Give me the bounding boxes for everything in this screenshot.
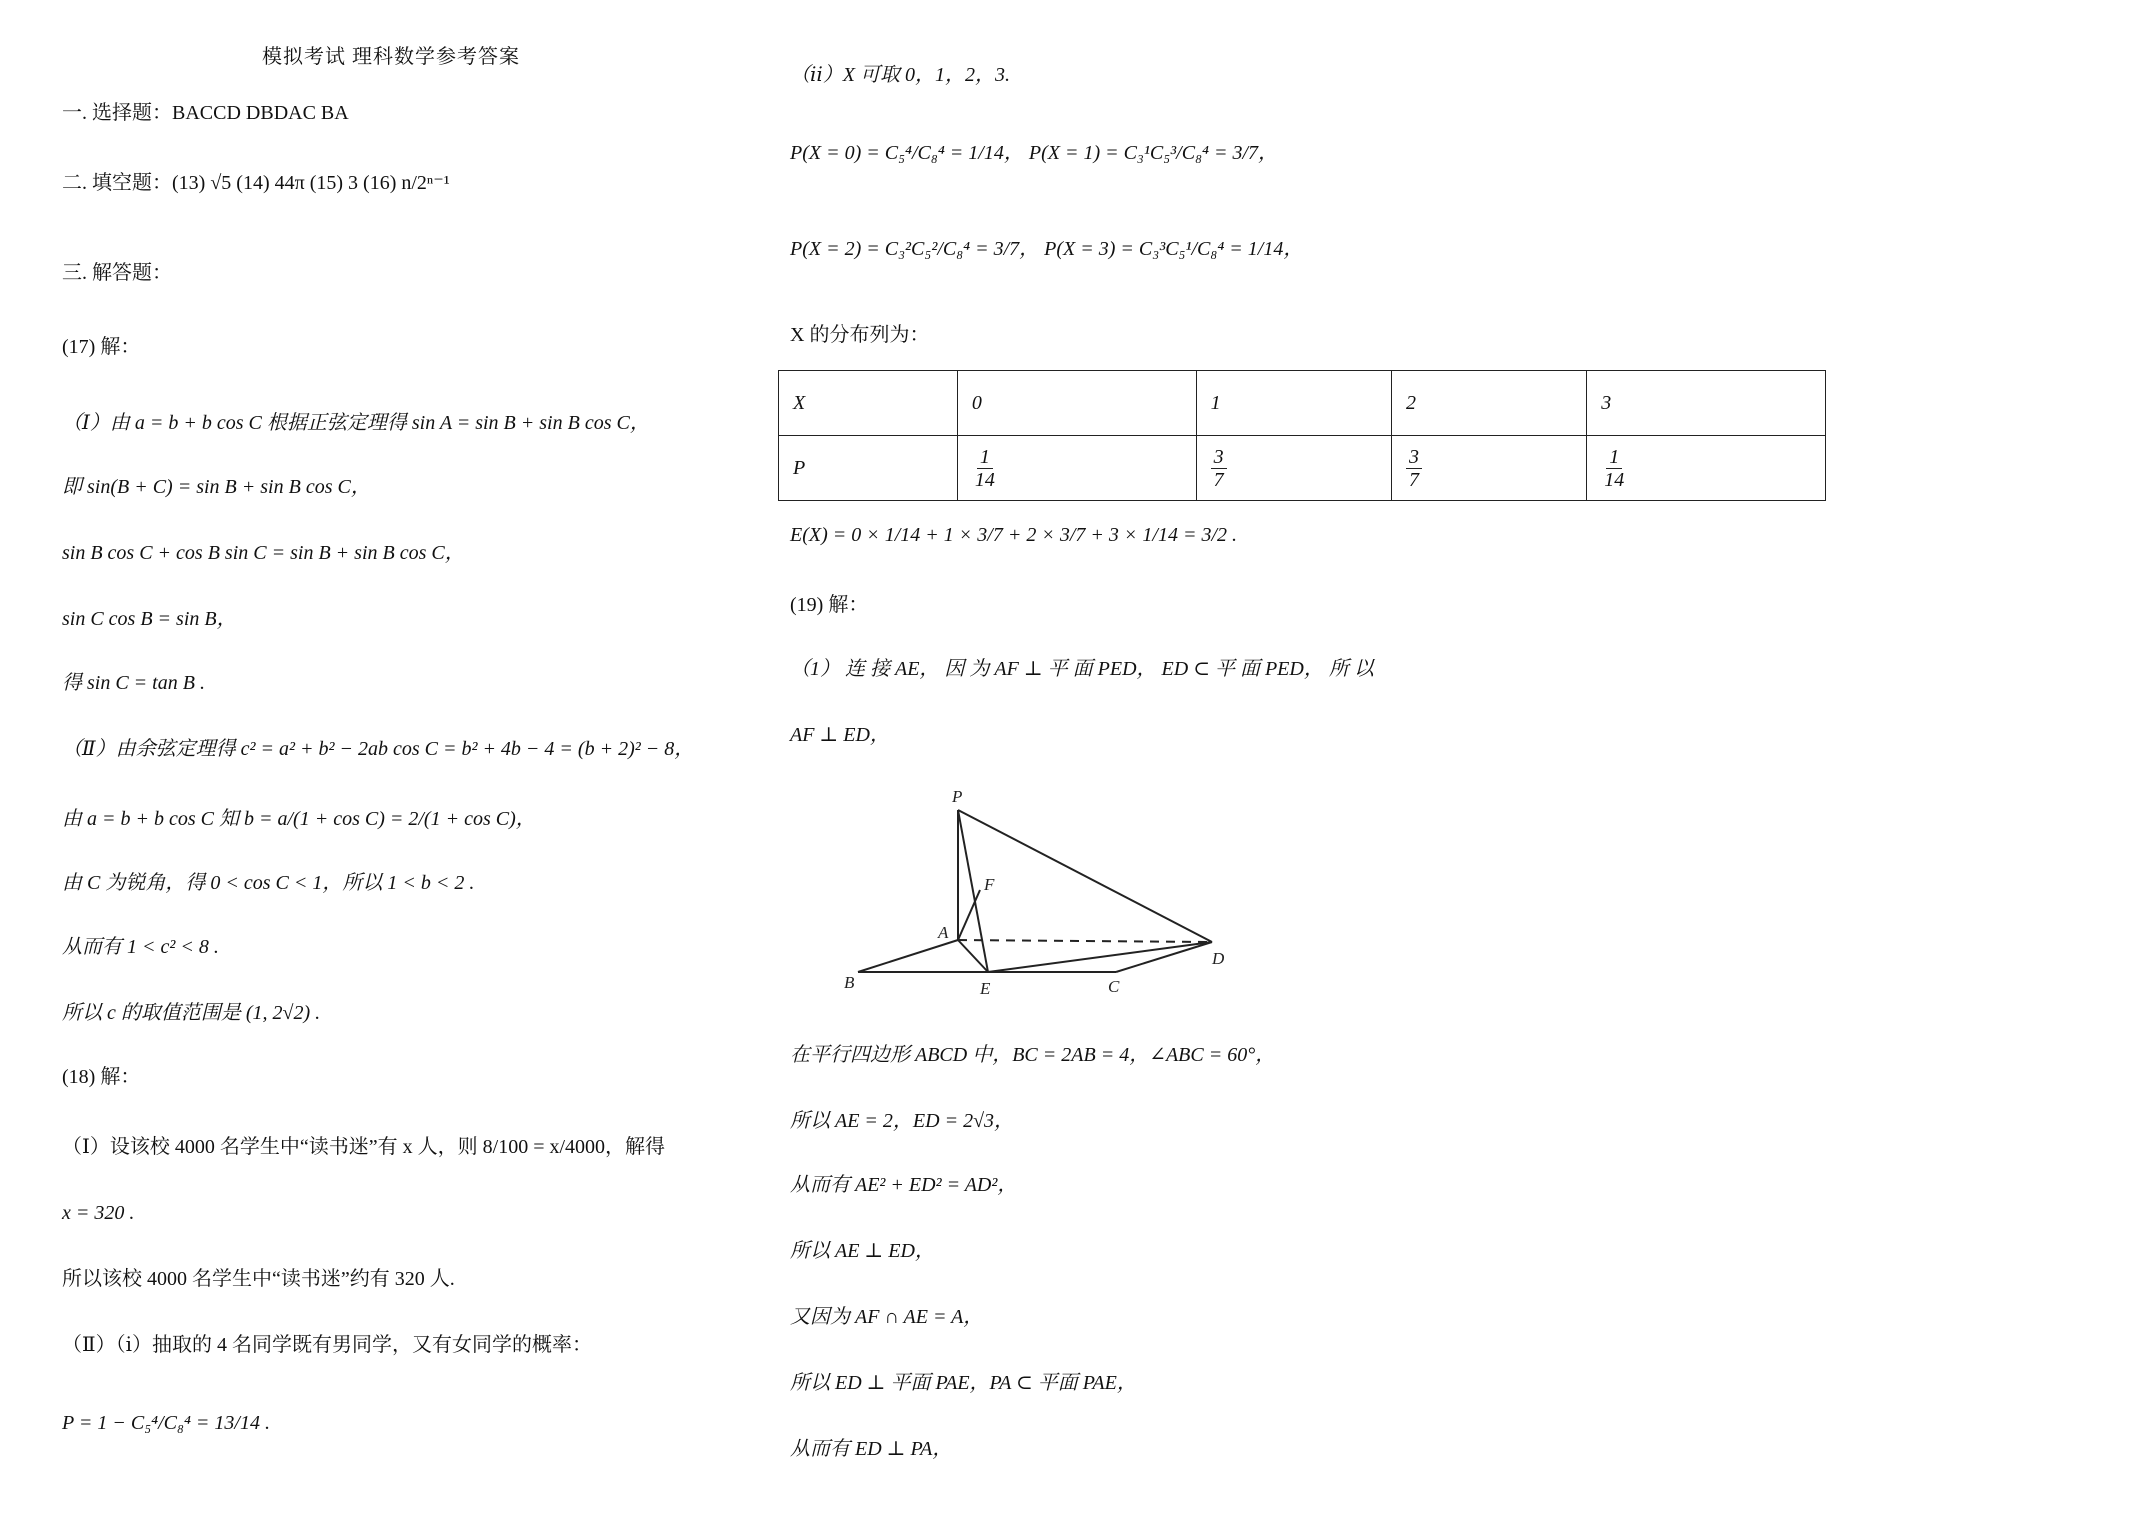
solution-line: 在平行四边形 ABCD 中，BC = 2AB = 4，∠ABC = 60°，: [790, 1044, 1276, 1066]
vertex-label: B: [844, 973, 855, 992]
fraction: $\frac{3}{7}$: [1211, 446, 1227, 491]
solution-line: 所以 c 的取值范围是 (1, 2√2) .: [62, 1002, 321, 1024]
vertex-label: A: [938, 923, 949, 942]
table-row: [779, 436, 1826, 501]
vertex-label: P: [952, 787, 963, 806]
vertex-label: D: [1212, 949, 1225, 968]
solution-line: 从而有 1 < c² < 8 .: [62, 936, 219, 958]
solution-line: 所以 AE = 2，ED = 2√3，: [790, 1110, 1015, 1132]
table-cell: [957, 436, 1196, 501]
pyramid-diagram: [820, 782, 1240, 1002]
solution-line: 所以 AE ⊥ ED，: [790, 1240, 935, 1262]
distribution-caption: X 的分布列为：: [790, 324, 930, 346]
solution-line: 所以该校 4000 名学生中“读书迷”约有 320 人.: [62, 1268, 455, 1290]
table-cell: 0: [957, 371, 1196, 436]
solution-line: sin B cos C + cos B sin C = sin B + sin B cos C，: [62, 542, 465, 564]
table-cell: [1196, 436, 1391, 501]
solution-line: AF ⊥ ED，: [790, 724, 890, 746]
table-cell: X: [779, 371, 958, 436]
table-cell: P: [779, 436, 958, 501]
solution-line: 由 C 为锐角，得 0 < cos C < 1，所以 1 < b < 2 .: [62, 872, 475, 894]
page-title: 模拟考试 理科数学参考答案: [262, 46, 520, 68]
edge-ED: [988, 942, 1212, 972]
problem-17-heading: (17) 解：: [62, 336, 141, 358]
problem-18-heading: (18) 解：: [62, 1066, 141, 1088]
table-row: [779, 371, 1826, 436]
solution-line: P(X = 2) = C₃²C₅²/C₈⁴ = 3/7， P(X = 3) = C₃³C₅¹/C₈⁴ = 1/14，: [790, 238, 1304, 260]
edge-AD-hidden: [958, 940, 1212, 942]
edge-PD: [958, 810, 1212, 942]
vertex-label: E: [980, 979, 991, 998]
table-cell: [1391, 436, 1586, 501]
section-heading-solutions: 三. 解答题：: [62, 262, 172, 284]
solution-line: x = 320 .: [62, 1202, 135, 1224]
distribution-table: [778, 370, 1826, 501]
table-cell: 3: [1587, 371, 1826, 436]
solution-line: sin C cos B = sin B，: [62, 608, 237, 630]
solution-line: P = 1 − C₅⁴/C₈⁴ = 13/14 .: [62, 1412, 270, 1434]
table-cell: 2: [1391, 371, 1586, 436]
solution-line: （1） 连 接 AE， 因 为 AF ⊥ 平 面 PED， ED ⊂ 平 面 PED， 所 以: [790, 658, 1374, 680]
solution-line: 又因为 AF ∩ AE = A，: [790, 1306, 984, 1328]
solution-line: 所以 ED ⊥ 平面 PAE，PA ⊂ 平面 PAE，: [790, 1372, 1137, 1394]
solution-line: 由 a = b + b cos C 知 b = a/(1 + cos C) = 2/(1 + cos C)，: [62, 808, 536, 830]
vertex-label: C: [1108, 977, 1120, 996]
multiple-choice-answers: 一. 选择题：BACCD DBDAC BA: [62, 102, 349, 124]
solution-line: 得 sin C = tan B .: [62, 672, 205, 694]
solution-line: （Ⅱ）由余弦定理得 c² = a² + b² − 2ab cos C = b² + 4b − 4 = (b + 2)² − 8，: [62, 738, 695, 760]
solution-line: 即 sin(B + C) = sin B + sin B cos C，: [62, 476, 371, 498]
edge-AB: [858, 940, 958, 972]
fraction: $\frac{1}{14}$: [1604, 445, 1625, 491]
solution-line: 从而有 AE² + ED² = AD²，: [790, 1174, 1018, 1196]
solution-line: （Ⅰ）由 a = b + b cos C 根据正弦定理得 sin A = sin B + sin B cos C，: [62, 412, 650, 434]
fraction: $\frac{1}{14}$: [974, 445, 995, 491]
vertex-label: F: [984, 875, 995, 894]
solution-line: E(X) = 0 × 1/14 + 1 × 3/7 + 2 × 3/7 + 3 × 1/14 = 3/2 .: [790, 524, 1238, 546]
fill-in-answers: 二. 填空题：(13) √5 (14) 44π (15) 3 (16) n/2ⁿ⁻¹: [62, 172, 450, 194]
solution-line: P(X = 0) = C₅⁴/C₈⁴ = 1/14， P(X = 1) = C₃¹C₅³/C₈⁴ = 3/7，: [790, 142, 1279, 164]
fraction: $\frac{3}{7}$: [1406, 446, 1422, 491]
problem-19-heading: (19) 解：: [790, 594, 869, 616]
solution-line: （ⅱ）X 可取 0，1，2，3.: [790, 64, 1011, 86]
solution-line: （Ⅱ）（ⅰ）抽取的 4 名同学既有男同学，又有女同学的概率：: [62, 1334, 592, 1356]
table-cell: 1: [1196, 371, 1391, 436]
solution-line: （Ⅰ）设该校 4000 名学生中“读书迷”有 x 人，则 8/100 = x/4000，解得: [62, 1136, 666, 1158]
edge-CD: [1116, 942, 1212, 972]
solution-line: 从而有 ED ⊥ PA，: [790, 1438, 953, 1460]
table-cell: [1587, 436, 1826, 501]
